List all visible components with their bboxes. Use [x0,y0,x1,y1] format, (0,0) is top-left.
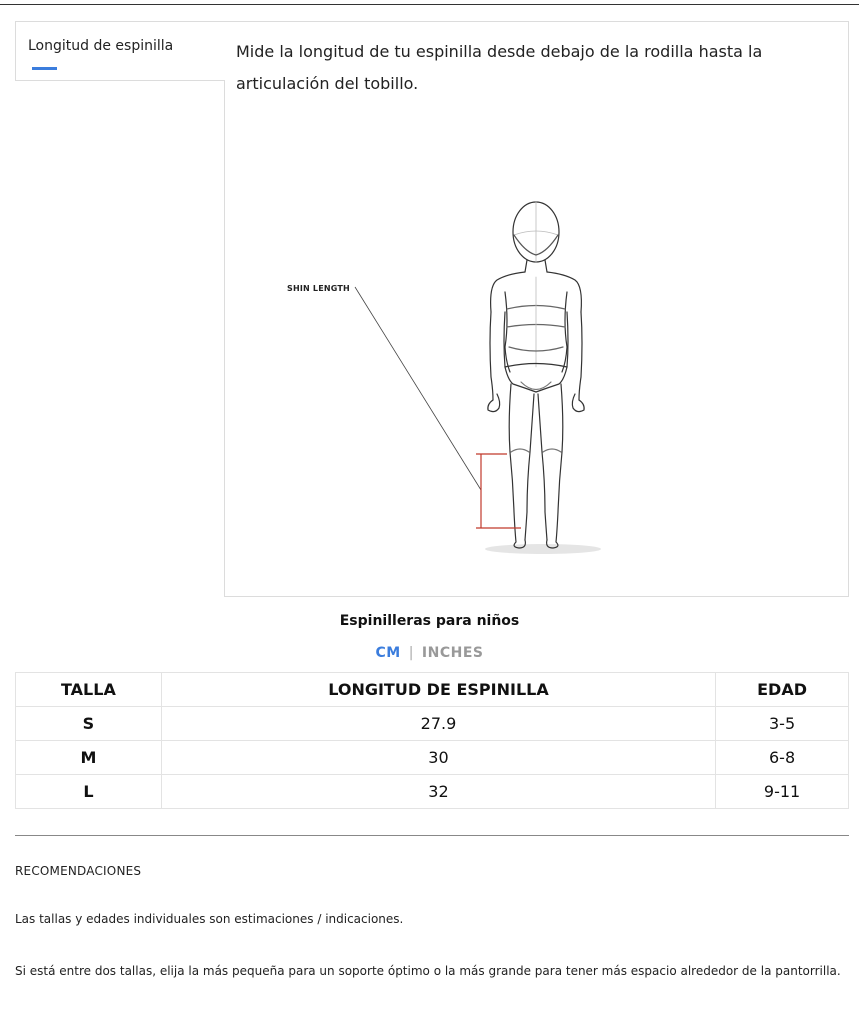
child-figure-illustration [225,22,850,598]
table-row [16,707,849,741]
recommendations-heading: RECOMENDACIONES [15,864,142,878]
age-cell: 6-8 [716,741,849,775]
size-cell: L [16,775,162,809]
unit-separator: | [408,645,414,661]
shin-length-label: SHIN LENGTH [287,284,350,293]
measurement-description: Mide la longitud de tu espinilla desde debajo de la rodilla hasta la articulación del tobillo. [236,42,763,93]
tab-shin-length[interactable] [15,21,225,81]
measurement-panel [224,21,849,597]
tab-label: Longitud de espinilla [28,38,174,54]
tab-active-indicator [32,67,57,70]
unit-inches-toggle[interactable]: INCHES [421,645,484,661]
header-shin-length: LONGITUD DE ESPINILLA [161,673,715,707]
size-cell: M [16,741,162,775]
length-cell: 27.9 [161,707,715,741]
recommendation-text-1: Las tallas y edades individuales son estimaciones / indicaciones. [15,912,404,926]
table-row [16,775,849,809]
size-cell: S [16,707,162,741]
section-divider [15,835,849,836]
table-header-row [16,673,849,707]
section-title: Espinilleras para niños [339,613,520,629]
header-size: TALLA [16,673,162,707]
recommendation-text-2: Si está entre dos tallas, elija la más pequeña para un soporte óptimo o la más grande para tener más espacio alrededor de la pantorrilla. [15,964,841,978]
top-rule [0,4,859,5]
pointer-line [355,287,481,490]
unit-switch [0,645,859,661]
table-row [16,741,849,775]
floor-shadow [485,544,601,554]
age-cell: 3-5 [716,707,849,741]
length-cell: 30 [161,741,715,775]
header-age: EDAD [716,673,849,707]
size-table [15,672,849,809]
unit-cm-toggle[interactable]: CM [375,645,401,661]
body-outline [488,202,584,548]
length-cell: 32 [161,775,715,809]
age-cell: 9-11 [716,775,849,809]
